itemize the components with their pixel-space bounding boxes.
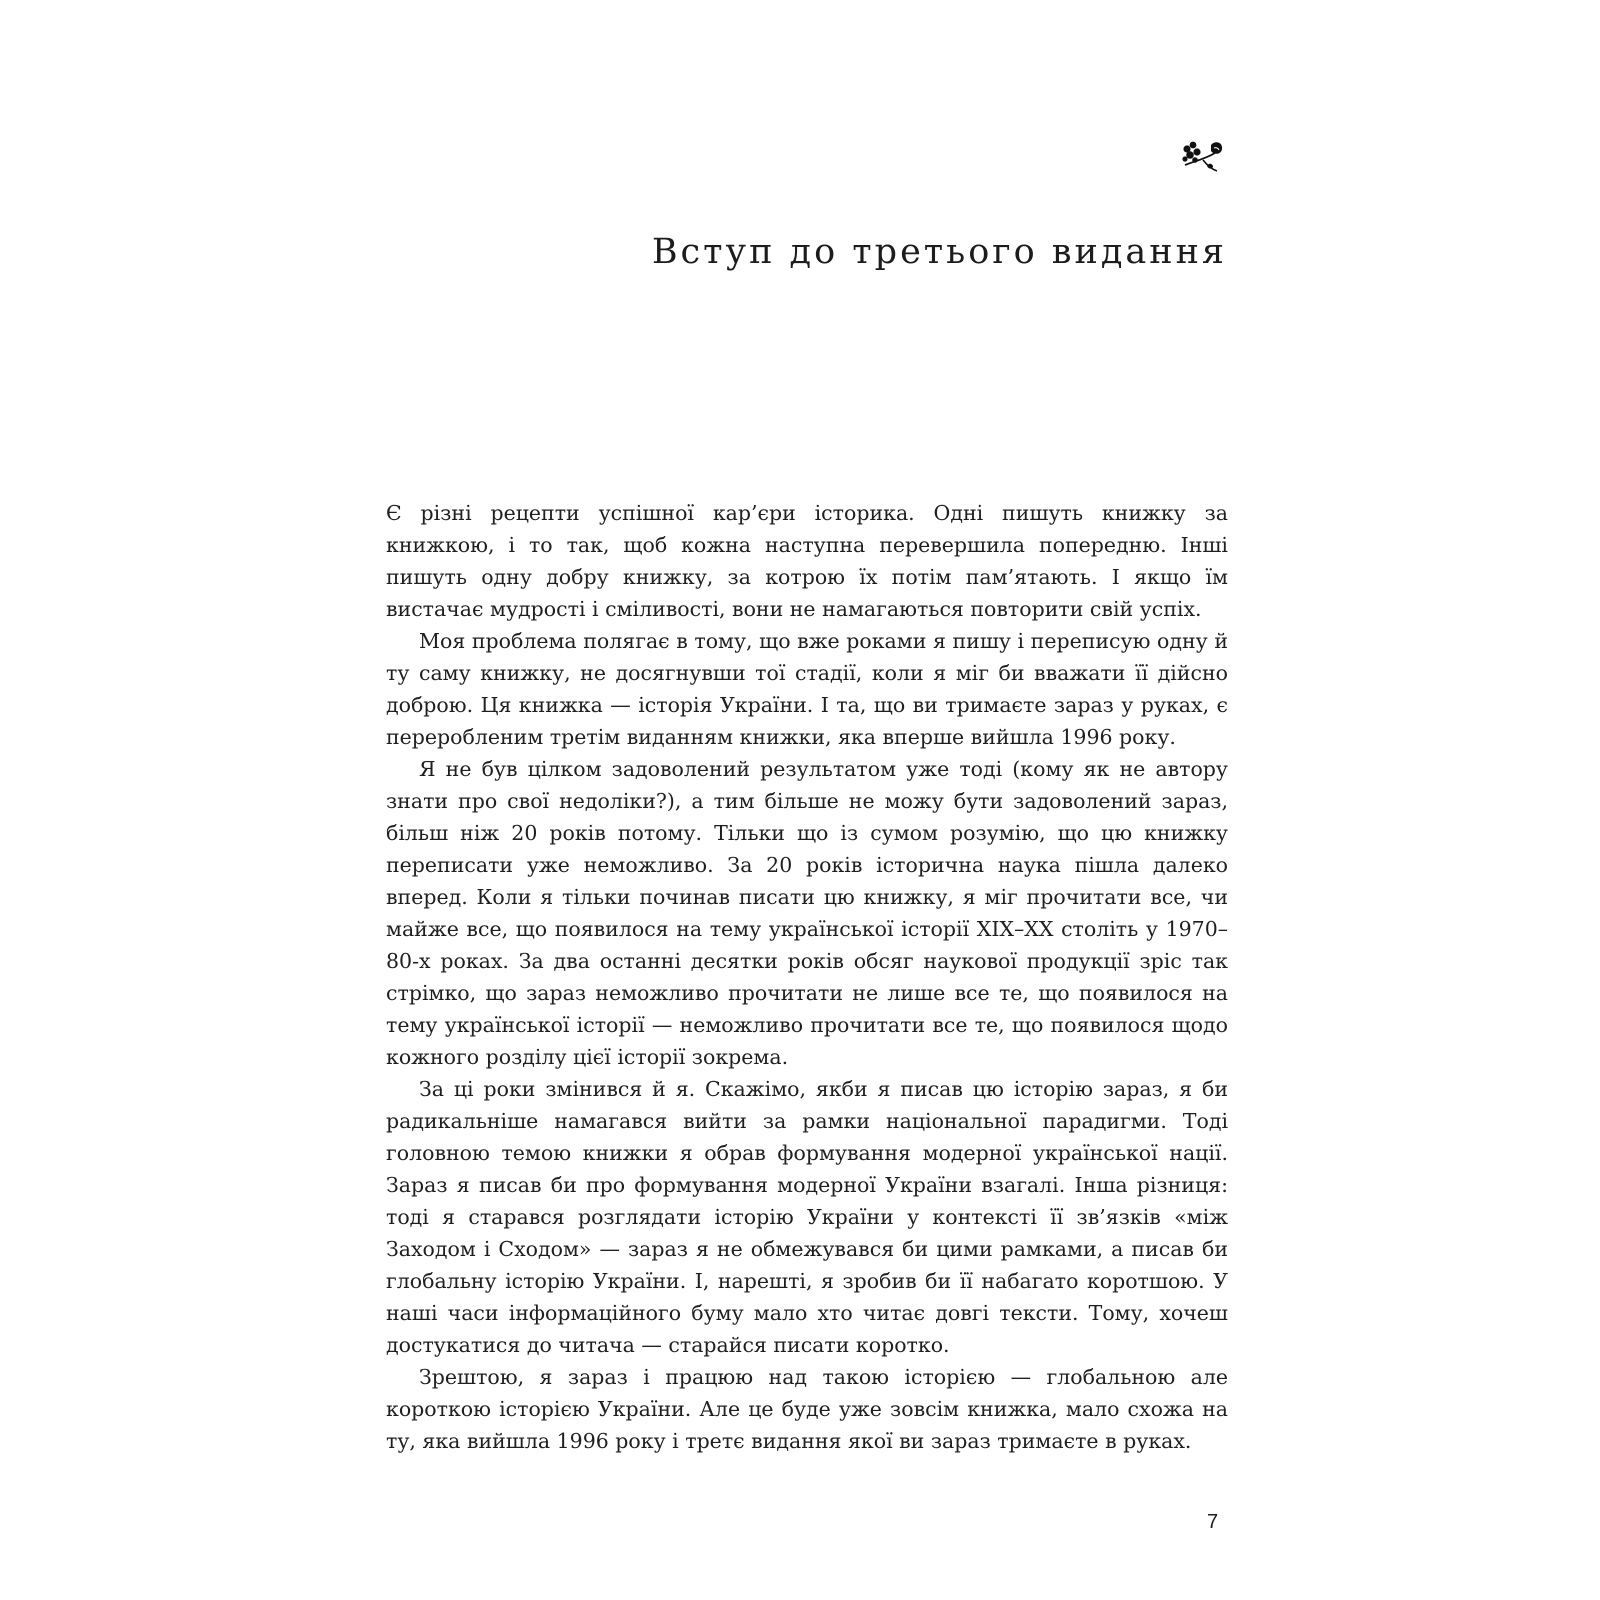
chapter-title: Вступ до третього видання <box>651 232 1227 272</box>
body-text <box>386 497 1228 1457</box>
paragraph-4: За ці роки змінився й я. Скажімо, якби я писав цю історію зараз, я би радикальніше намагався вийти за рамки національної парадигми. Тоді головною темою книжки я обрав формування модерної української нації. Зараз я писав би про формування модерної України взагалі. Інша різниця: тоді я старався розглядати історію України у контексті її зв’язків «між Заходом і Сходом» — зараз я не обмежувався би цими рамками, а писав би глобальну історію України. І, нарешті, я зробив би її набагато коротшою. У наші часи інформаційного буму мало хто читає довгі тексти. Тому, хочеш достукатися до читача — старайся писати коротко. <box>386 1077 1228 1357</box>
paragraph-2: Моя проблема полягає в тому, що вже роками я пишу і переписую одну й ту саму книжку, не досягнувши тої стадії, коли я міг би вважати її дійсно доброю. Ця книжка — історія України. І та, що ви тримаєте зараз у руках, є переробленим третім виданням книжки, яка вперше вийшла 1996 року. <box>386 629 1228 749</box>
paragraph-3: Я не був цілком задоволений результатом уже тоді (кому як не автору знати про свої недоліки?), а тим більше не можу бути задоволений зараз, більш ніж 20 років потому. Тільки що із сумом розумію, що цю книжку переписати уже неможливо. За 20 років історична наука пішла далеко вперед. Коли я тільки починав писати цю книжку, я міг прочитати все, чи майже все, що появилося на тему української історії XIX–XX століть у 1970–80-х роках. За два останні десятки років обсяг наукової продукції зріс так стрімко, що зараз неможливо прочитати не лише все те, що появилося на тему української історії — неможливо прочитати все те, що появилося щодо кожного розділу цієї історії зокрема. <box>386 757 1228 1069</box>
paragraph-1: Є різні рецепти успішної кар’єри історика. Одні пишуть книжку за книжкою, і то так, щоб кожна наступна перевершила попередню. Інші пишуть одну добру книжку, за котрою їх потім пам’ятають. І якщо їм вистачає мудрості і сміливості, вони не намагаються повторити свій успіх. <box>386 501 1228 621</box>
page-number: 7 <box>1207 1511 1219 1533</box>
floral-branch-icon <box>1181 139 1227 175</box>
paragraph-5: Зрештою, я зараз і працюю над такою історією — глобальною але короткою історією України. Але це буде уже зовсім книжка, мало схожа на ту, яка вийшла 1996 року і третє видання якої ви зараз тримаєте в руках. <box>386 1365 1228 1453</box>
